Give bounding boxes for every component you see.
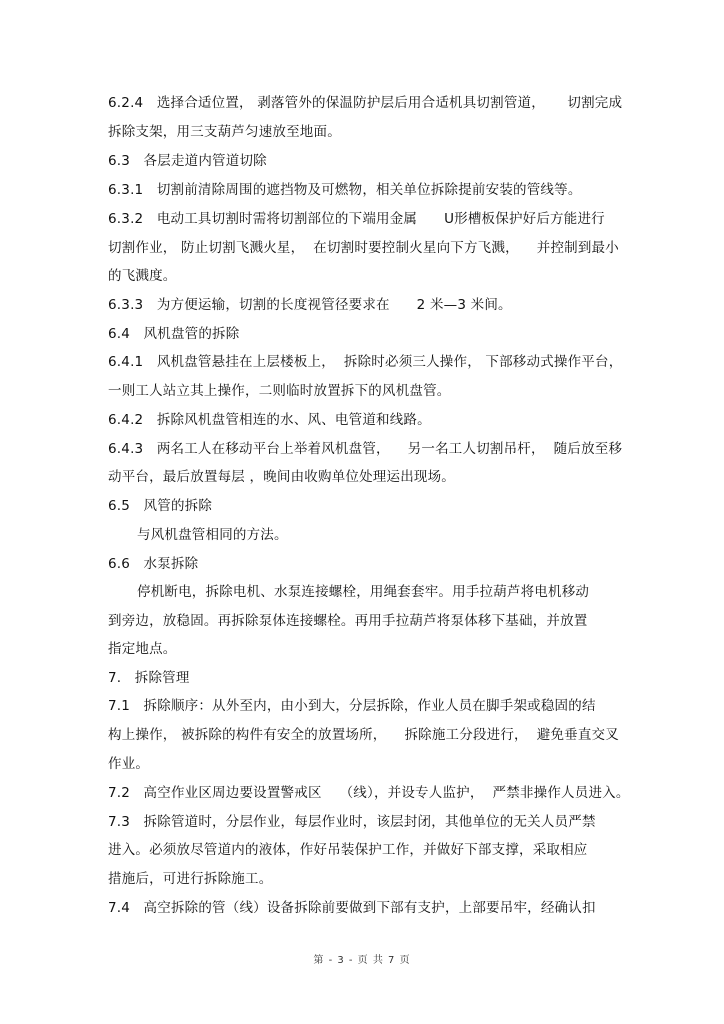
text-line: 到旁边，放稳固。再拆除泵体连接螺栓。再用手拉葫芦将泵体移下基础，并放置 bbox=[108, 613, 588, 629]
text-line-6-2-4: 6.2.4 选择合适位置， 剥落管外的保温防护层后用合适机具切割管道， 切割完成 bbox=[108, 95, 623, 111]
section-heading-6-6: 6.6 水泵拆除 bbox=[108, 556, 199, 572]
text-line-6-4-1: 6.4.1 风机盘管悬挂在上层楼板上， 拆除时必须三人操作， 下部移动式操作平台， bbox=[108, 354, 623, 370]
text-line: 停机断电，拆除电机、水泵连接螺栓，用绳套套牢。用手拉葫芦将电机移动 bbox=[137, 584, 590, 600]
text-line: 拆除支架，用三支葫芦匀速放至地面。 bbox=[108, 124, 341, 140]
text-line: 措施后，可进行拆除施工。 bbox=[108, 871, 273, 887]
text-line: 进入。必须放尽管道内的液体，作好吊装保护工作，并做好下部支撑，采取相应 bbox=[108, 842, 588, 858]
section-heading-6-4: 6.4 风机盘管的拆除 bbox=[108, 326, 240, 342]
text-line-6-3-3: 6.3.3 为方便运输，切割的长度视管径要求在 2 米—3 米间。 bbox=[108, 297, 512, 313]
text-line-7-1: 7.1 拆除顺序：从外至内，由小到大，分层拆除，作业人员在脚手架或稳固的结 bbox=[108, 698, 596, 714]
text-line-6-4-3: 6.4.3 两名工人在移动平台上举着风机盘管， 另一名工人切割吊杆， 随后放至移 bbox=[108, 441, 623, 457]
text-line-7-4: 7.4 高空拆除的管（线）设备拆除前要做到下部有支护，上部要吊牢，经确认扣 bbox=[108, 900, 596, 916]
text-line: 动平台，最后放置每层 ，晚间由收购单位处理运出现场。 bbox=[108, 469, 455, 485]
text-line: 一则工人站立其上操作，二则临时放置拆下的风机盘管。 bbox=[108, 383, 451, 399]
section-heading-6-5: 6.5 风管的拆除 bbox=[108, 498, 213, 514]
section-heading-6-3: 6.3 各层走道内管道切除 bbox=[108, 153, 267, 169]
text-line: 与风机盘管相同的方法。 bbox=[137, 527, 288, 543]
section-heading-7: 7. 拆除管理 bbox=[108, 670, 190, 686]
text-line-7-2: 7.2 高空作业区周边要设置警戒区 （线），并设专人监护， 严禁非操作人员进入。 bbox=[108, 785, 630, 801]
text-line-6-4-2: 6.4.2 拆除风机盘管相连的水、风、电管道和线路。 bbox=[108, 412, 431, 428]
text-line-7-3: 7.3 拆除管道时，分层作业，每层作业时，该层封闭，其他单位的无关人员严禁 bbox=[108, 814, 596, 830]
text-line: 切割作业， 防止切割飞溅火星， 在切割时要控制火星向下方飞溅， 并控制到最小 bbox=[108, 240, 619, 256]
text-line: 指定地点。 bbox=[108, 641, 177, 657]
page-number-footer: 第 - 3 - 页 共 7 页 bbox=[313, 955, 411, 966]
text-line: 的飞溅度。 bbox=[108, 268, 177, 284]
text-line: 构上操作， 被拆除的构件有安全的放置场所， 拆除施工分段进行， 避免垂直交叉 bbox=[108, 727, 619, 743]
text-line: 作业。 bbox=[108, 756, 150, 772]
text-line-6-3-1: 6.3.1 切割前清除周围的遮挡物及可燃物，相关单位拆除提前安装的管线等。 bbox=[108, 182, 582, 198]
text-line-6-3-2: 6.3.2 电动工具切割时需将切割部位的下端用金属 U形槽板保护好后方能进行 bbox=[108, 211, 605, 227]
